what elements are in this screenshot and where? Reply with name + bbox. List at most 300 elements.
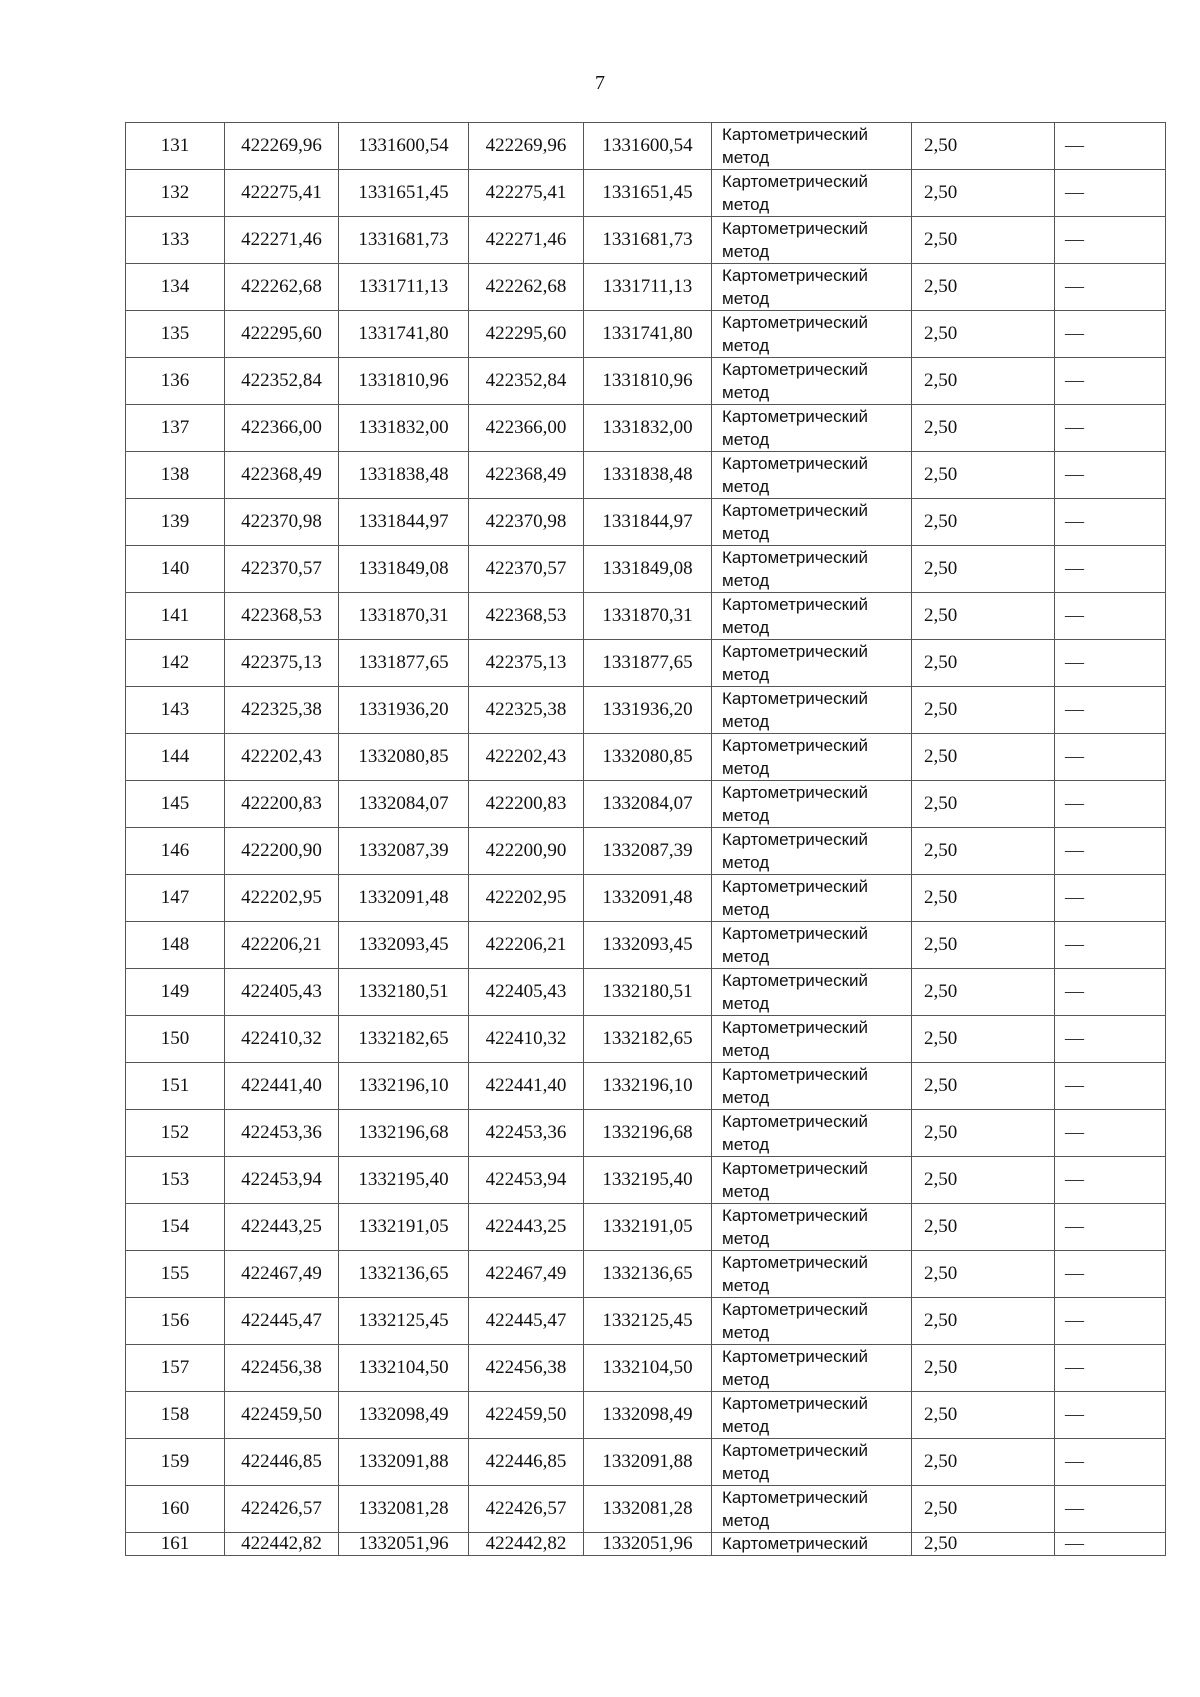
method-cell: [712, 1439, 912, 1486]
table-row: [126, 546, 1166, 593]
method-cell: [712, 687, 912, 734]
method-cell: [712, 217, 912, 264]
method-cell: [712, 734, 912, 781]
description-cell: —: [1055, 1486, 1166, 1533]
existing-y-cell: 1331810,96: [339, 358, 469, 405]
method-cell: [712, 170, 912, 217]
table-row: [126, 593, 1166, 640]
description-cell: —: [1055, 217, 1166, 264]
accuracy-cell: 2,50: [912, 593, 1055, 640]
refined-x-cell: 422405,43: [469, 969, 584, 1016]
method-cell: [712, 1157, 912, 1204]
refined-y-cell: 1331844,97: [584, 499, 712, 546]
coordinates-table: [125, 122, 1166, 1556]
refined-y-cell: 1332091,88: [584, 1439, 712, 1486]
method-line: метод: [722, 1417, 770, 1436]
accuracy-cell: 2,50: [912, 1486, 1055, 1533]
refined-x-cell: 422456,38: [469, 1345, 584, 1392]
table-row: [126, 969, 1166, 1016]
existing-y-cell: 1332191,05: [339, 1204, 469, 1251]
method-line: метод: [722, 1464, 770, 1483]
table-row: [126, 264, 1166, 311]
existing-y-cell: 1332051,96: [339, 1533, 469, 1556]
method-line: Картометрический: [722, 501, 869, 520]
description-cell: —: [1055, 1063, 1166, 1110]
refined-x-cell: 422275,41: [469, 170, 584, 217]
existing-y-cell: 1331849,08: [339, 546, 469, 593]
table-row: [126, 123, 1166, 170]
description-cell: —: [1055, 828, 1166, 875]
point-number-cell: 150: [126, 1016, 225, 1063]
point-number-cell: 157: [126, 1345, 225, 1392]
point-number-cell: 151: [126, 1063, 225, 1110]
method-cell: [712, 1063, 912, 1110]
point-number-cell: 146: [126, 828, 225, 875]
table-row: [126, 640, 1166, 687]
point-number-cell: 143: [126, 687, 225, 734]
method-cell: [712, 1298, 912, 1345]
method-cell: [712, 264, 912, 311]
existing-x-cell: 422271,46: [225, 217, 339, 264]
method-cell: [712, 1533, 912, 1556]
table-row: [126, 217, 1166, 264]
refined-x-cell: 422445,47: [469, 1298, 584, 1345]
method-line: метод: [722, 383, 770, 402]
point-number-cell: 138: [126, 452, 225, 499]
method-line: Картометрический: [722, 1347, 869, 1366]
existing-x-cell: 422410,32: [225, 1016, 339, 1063]
point-number-cell: 159: [126, 1439, 225, 1486]
existing-y-cell: 1331711,13: [339, 264, 469, 311]
description-cell: —: [1055, 546, 1166, 593]
existing-y-cell: 1331870,31: [339, 593, 469, 640]
coordinates-table-body: [126, 123, 1166, 1556]
page-number: 7: [595, 72, 605, 94]
accuracy-cell: 2,50: [912, 922, 1055, 969]
refined-x-cell: 422368,53: [469, 593, 584, 640]
method-line: метод: [722, 1323, 770, 1342]
refined-y-cell: 1332125,45: [584, 1298, 712, 1345]
existing-x-cell: 422368,53: [225, 593, 339, 640]
method-cell: [712, 875, 912, 922]
accuracy-cell: 2,50: [912, 1298, 1055, 1345]
description-cell: —: [1055, 311, 1166, 358]
existing-y-cell: 1332081,28: [339, 1486, 469, 1533]
table-row: [126, 1063, 1166, 1110]
accuracy-cell: 2,50: [912, 123, 1055, 170]
method-line: Картометрический: [722, 830, 869, 849]
table-row: [126, 781, 1166, 828]
existing-y-cell: 1332196,68: [339, 1110, 469, 1157]
method-line: Картометрический: [722, 266, 869, 285]
description-cell: —: [1055, 1157, 1166, 1204]
method-cell: [712, 452, 912, 499]
method-cell: [712, 1486, 912, 1533]
method-line: метод: [722, 665, 770, 684]
description-cell: —: [1055, 1204, 1166, 1251]
accuracy-cell: 2,50: [912, 687, 1055, 734]
method-line: Картометрический: [722, 407, 869, 426]
method-cell: [712, 969, 912, 1016]
accuracy-cell: 2,50: [912, 217, 1055, 264]
table-row: [126, 1157, 1166, 1204]
method-line: метод: [722, 947, 770, 966]
existing-y-cell: 1331651,45: [339, 170, 469, 217]
description-cell: —: [1055, 1345, 1166, 1392]
method-line: Картометрический: [722, 1065, 869, 1084]
table-row: [126, 1439, 1166, 1486]
refined-y-cell: 1332051,96: [584, 1533, 712, 1556]
existing-x-cell: 422200,83: [225, 781, 339, 828]
existing-x-cell: 422370,98: [225, 499, 339, 546]
description-cell: —: [1055, 687, 1166, 734]
description-cell: —: [1055, 264, 1166, 311]
method-cell: [712, 123, 912, 170]
existing-y-cell: 1331838,48: [339, 452, 469, 499]
point-number-cell: 131: [126, 123, 225, 170]
existing-y-cell: 1332180,51: [339, 969, 469, 1016]
refined-x-cell: 422366,00: [469, 405, 584, 452]
accuracy-cell: 2,50: [912, 1345, 1055, 1392]
description-cell: —: [1055, 1533, 1166, 1556]
existing-y-cell: 1332195,40: [339, 1157, 469, 1204]
existing-y-cell: 1332093,45: [339, 922, 469, 969]
refined-x-cell: 422370,57: [469, 546, 584, 593]
method-line: метод: [722, 806, 770, 825]
existing-x-cell: 422368,49: [225, 452, 339, 499]
table-row: [126, 358, 1166, 405]
point-number-cell: 134: [126, 264, 225, 311]
method-line: метод: [722, 430, 770, 449]
method-cell: [712, 405, 912, 452]
method-line: Картометрический: [722, 971, 869, 990]
method-line: Картометрический: [722, 1112, 869, 1131]
existing-x-cell: 422202,95: [225, 875, 339, 922]
refined-x-cell: 422325,38: [469, 687, 584, 734]
refined-x-cell: 422202,95: [469, 875, 584, 922]
point-number-cell: 144: [126, 734, 225, 781]
accuracy-cell: 2,50: [912, 734, 1055, 781]
refined-y-cell: 1332098,49: [584, 1392, 712, 1439]
existing-y-cell: 1331832,00: [339, 405, 469, 452]
existing-x-cell: 422453,36: [225, 1110, 339, 1157]
description-cell: —: [1055, 452, 1166, 499]
method-line: Картометрический: [722, 1300, 869, 1319]
table-row: [126, 170, 1166, 217]
method-line: Картометрический: [722, 1441, 869, 1460]
refined-x-cell: 422262,68: [469, 264, 584, 311]
description-cell: —: [1055, 1392, 1166, 1439]
refined-y-cell: 1332091,48: [584, 875, 712, 922]
existing-x-cell: 422426,57: [225, 1486, 339, 1533]
existing-x-cell: 422445,47: [225, 1298, 339, 1345]
refined-y-cell: 1332191,05: [584, 1204, 712, 1251]
point-number-cell: 132: [126, 170, 225, 217]
description-cell: —: [1055, 640, 1166, 687]
method-cell: [712, 499, 912, 546]
table-row: [126, 828, 1166, 875]
method-line: метод: [722, 148, 770, 167]
refined-y-cell: 1332196,10: [584, 1063, 712, 1110]
point-number-cell: 155: [126, 1251, 225, 1298]
refined-x-cell: 422269,96: [469, 123, 584, 170]
accuracy-cell: 2,50: [912, 546, 1055, 593]
point-number-cell: 154: [126, 1204, 225, 1251]
method-cell: [712, 922, 912, 969]
existing-x-cell: 422459,50: [225, 1392, 339, 1439]
method-line: метод: [722, 1229, 770, 1248]
table-row: [126, 452, 1166, 499]
table-row: [126, 1345, 1166, 1392]
existing-y-cell: 1331681,73: [339, 217, 469, 264]
point-number-cell: 161: [126, 1533, 225, 1556]
description-cell: —: [1055, 922, 1166, 969]
accuracy-cell: 2,50: [912, 264, 1055, 311]
refined-x-cell: 422271,46: [469, 217, 584, 264]
point-number-cell: 147: [126, 875, 225, 922]
refined-y-cell: 1331681,73: [584, 217, 712, 264]
existing-x-cell: 422366,00: [225, 405, 339, 452]
point-number-cell: 137: [126, 405, 225, 452]
point-number-cell: 139: [126, 499, 225, 546]
refined-y-cell: 1332196,68: [584, 1110, 712, 1157]
existing-x-cell: 422456,38: [225, 1345, 339, 1392]
existing-y-cell: 1332136,65: [339, 1251, 469, 1298]
method-line: метод: [722, 1088, 770, 1107]
table-row: [126, 1016, 1166, 1063]
existing-y-cell: 1331877,65: [339, 640, 469, 687]
refined-y-cell: 1331936,20: [584, 687, 712, 734]
refined-y-cell: 1332180,51: [584, 969, 712, 1016]
existing-x-cell: 422325,38: [225, 687, 339, 734]
method-line: метод: [722, 994, 770, 1013]
method-line: Картометрический: [722, 924, 869, 943]
method-line: Картометрический: [722, 595, 869, 614]
point-number-cell: 148: [126, 922, 225, 969]
table-row: [126, 499, 1166, 546]
accuracy-cell: 2,50: [912, 875, 1055, 922]
refined-x-cell: 422441,40: [469, 1063, 584, 1110]
description-cell: —: [1055, 875, 1166, 922]
refined-x-cell: 422370,98: [469, 499, 584, 546]
existing-x-cell: 422370,57: [225, 546, 339, 593]
table-row: [126, 1533, 1166, 1556]
description-cell: —: [1055, 1298, 1166, 1345]
refined-x-cell: 422206,21: [469, 922, 584, 969]
description-cell: —: [1055, 358, 1166, 405]
refined-y-cell: 1331870,31: [584, 593, 712, 640]
method-line: метод: [722, 618, 770, 637]
refined-y-cell: 1331849,08: [584, 546, 712, 593]
method-line: Картометрический: [722, 642, 869, 661]
refined-y-cell: 1331651,45: [584, 170, 712, 217]
existing-x-cell: 422441,40: [225, 1063, 339, 1110]
method-line: Картометрический: [722, 736, 869, 755]
method-line: метод: [722, 1135, 770, 1154]
refined-x-cell: 422426,57: [469, 1486, 584, 1533]
refined-x-cell: 422202,43: [469, 734, 584, 781]
refined-y-cell: 1331711,13: [584, 264, 712, 311]
existing-x-cell: 422295,60: [225, 311, 339, 358]
refined-x-cell: 422375,13: [469, 640, 584, 687]
existing-x-cell: 422262,68: [225, 264, 339, 311]
existing-y-cell: 1332087,39: [339, 828, 469, 875]
method-cell: [712, 1392, 912, 1439]
description-cell: —: [1055, 1251, 1166, 1298]
method-line: метод: [722, 1276, 770, 1295]
existing-x-cell: 422375,13: [225, 640, 339, 687]
method-line: метод: [722, 900, 770, 919]
accuracy-cell: 2,50: [912, 640, 1055, 687]
description-cell: —: [1055, 499, 1166, 546]
description-cell: —: [1055, 593, 1166, 640]
refined-x-cell: 422410,32: [469, 1016, 584, 1063]
method-line: метод: [722, 242, 770, 261]
method-line: Картометрический: [722, 877, 869, 896]
method-line: Картометрический: [722, 1018, 869, 1037]
method-line: Картометрический: [722, 219, 869, 238]
table-row: [126, 875, 1166, 922]
method-line: Картометрический: [722, 1206, 869, 1225]
description-cell: —: [1055, 781, 1166, 828]
accuracy-cell: 2,50: [912, 1251, 1055, 1298]
description-cell: —: [1055, 1110, 1166, 1157]
description-cell: —: [1055, 969, 1166, 1016]
method-line: Картометрический: [722, 172, 869, 191]
description-cell: —: [1055, 170, 1166, 217]
existing-y-cell: 1332091,88: [339, 1439, 469, 1486]
point-number-cell: 141: [126, 593, 225, 640]
refined-x-cell: 422453,36: [469, 1110, 584, 1157]
refined-y-cell: 1331832,00: [584, 405, 712, 452]
accuracy-cell: 2,50: [912, 499, 1055, 546]
table-row: [126, 1392, 1166, 1439]
table-row: [126, 311, 1166, 358]
existing-y-cell: 1331600,54: [339, 123, 469, 170]
method-line: метод: [722, 759, 770, 778]
existing-x-cell: 422275,41: [225, 170, 339, 217]
method-line: метод: [722, 571, 770, 590]
method-line: метод: [722, 1041, 770, 1060]
refined-y-cell: 1332136,65: [584, 1251, 712, 1298]
method-line: Картометрический: [722, 689, 869, 708]
existing-y-cell: 1332098,49: [339, 1392, 469, 1439]
description-cell: —: [1055, 123, 1166, 170]
accuracy-cell: 2,50: [912, 1533, 1055, 1556]
refined-y-cell: 1332104,50: [584, 1345, 712, 1392]
refined-y-cell: 1332195,40: [584, 1157, 712, 1204]
refined-x-cell: 422352,84: [469, 358, 584, 405]
refined-y-cell: 1332182,65: [584, 1016, 712, 1063]
existing-x-cell: 422453,94: [225, 1157, 339, 1204]
refined-y-cell: 1331810,96: [584, 358, 712, 405]
description-cell: —: [1055, 1439, 1166, 1486]
method-line: метод: [722, 289, 770, 308]
method-line: Картометрический: [722, 1394, 869, 1413]
table-row: [126, 922, 1166, 969]
method-line: Картометрический: [722, 125, 869, 144]
method-line: метод: [722, 853, 770, 872]
description-cell: —: [1055, 1016, 1166, 1063]
refined-y-cell: 1331741,80: [584, 311, 712, 358]
refined-y-cell: 1332084,07: [584, 781, 712, 828]
refined-x-cell: 422453,94: [469, 1157, 584, 1204]
method-cell: [712, 1016, 912, 1063]
accuracy-cell: 2,50: [912, 1016, 1055, 1063]
table-row: [126, 734, 1166, 781]
accuracy-cell: 2,50: [912, 1392, 1055, 1439]
refined-x-cell: 422442,82: [469, 1533, 584, 1556]
accuracy-cell: 2,50: [912, 170, 1055, 217]
table-row: [126, 1204, 1166, 1251]
method-cell: [712, 546, 912, 593]
point-number-cell: 158: [126, 1392, 225, 1439]
point-number-cell: 133: [126, 217, 225, 264]
point-number-cell: 140: [126, 546, 225, 593]
method-cell: [712, 1251, 912, 1298]
refined-x-cell: 422459,50: [469, 1392, 584, 1439]
point-number-cell: 160: [126, 1486, 225, 1533]
table-row: [126, 1486, 1166, 1533]
accuracy-cell: 2,50: [912, 1157, 1055, 1204]
existing-y-cell: 1332080,85: [339, 734, 469, 781]
point-number-cell: 135: [126, 311, 225, 358]
method-line: Картометрический: [722, 313, 869, 332]
point-number-cell: 156: [126, 1298, 225, 1345]
point-number-cell: 145: [126, 781, 225, 828]
refined-x-cell: 422467,49: [469, 1251, 584, 1298]
existing-x-cell: 422352,84: [225, 358, 339, 405]
method-line: Картометрический: [722, 1534, 869, 1553]
existing-y-cell: 1332091,48: [339, 875, 469, 922]
method-cell: [712, 358, 912, 405]
accuracy-cell: 2,50: [912, 828, 1055, 875]
table-row: [126, 405, 1166, 452]
point-number-cell: 142: [126, 640, 225, 687]
existing-y-cell: 1331741,80: [339, 311, 469, 358]
refined-y-cell: 1332093,45: [584, 922, 712, 969]
existing-y-cell: 1331844,97: [339, 499, 469, 546]
refined-y-cell: 1332080,85: [584, 734, 712, 781]
method-line: Картометрический: [722, 1253, 869, 1272]
existing-x-cell: 422202,43: [225, 734, 339, 781]
refined-x-cell: 422446,85: [469, 1439, 584, 1486]
refined-x-cell: 422295,60: [469, 311, 584, 358]
method-cell: [712, 1204, 912, 1251]
refined-y-cell: 1332081,28: [584, 1486, 712, 1533]
refined-x-cell: 422368,49: [469, 452, 584, 499]
point-number-cell: 149: [126, 969, 225, 1016]
table-row: [126, 1298, 1166, 1345]
method-cell: [712, 311, 912, 358]
method-line: Картометрический: [722, 1159, 869, 1178]
existing-x-cell: 422442,82: [225, 1533, 339, 1556]
description-cell: —: [1055, 734, 1166, 781]
accuracy-cell: 2,50: [912, 1439, 1055, 1486]
method-line: метод: [722, 524, 770, 543]
accuracy-cell: 2,50: [912, 358, 1055, 405]
accuracy-cell: 2,50: [912, 452, 1055, 499]
accuracy-cell: 2,50: [912, 969, 1055, 1016]
accuracy-cell: 2,50: [912, 1063, 1055, 1110]
accuracy-cell: 2,50: [912, 311, 1055, 358]
existing-x-cell: 422467,49: [225, 1251, 339, 1298]
refined-y-cell: 1331838,48: [584, 452, 712, 499]
existing-x-cell: 422200,90: [225, 828, 339, 875]
method-line: метод: [722, 195, 770, 214]
existing-x-cell: 422446,85: [225, 1439, 339, 1486]
method-line: Картометрический: [722, 1488, 869, 1507]
